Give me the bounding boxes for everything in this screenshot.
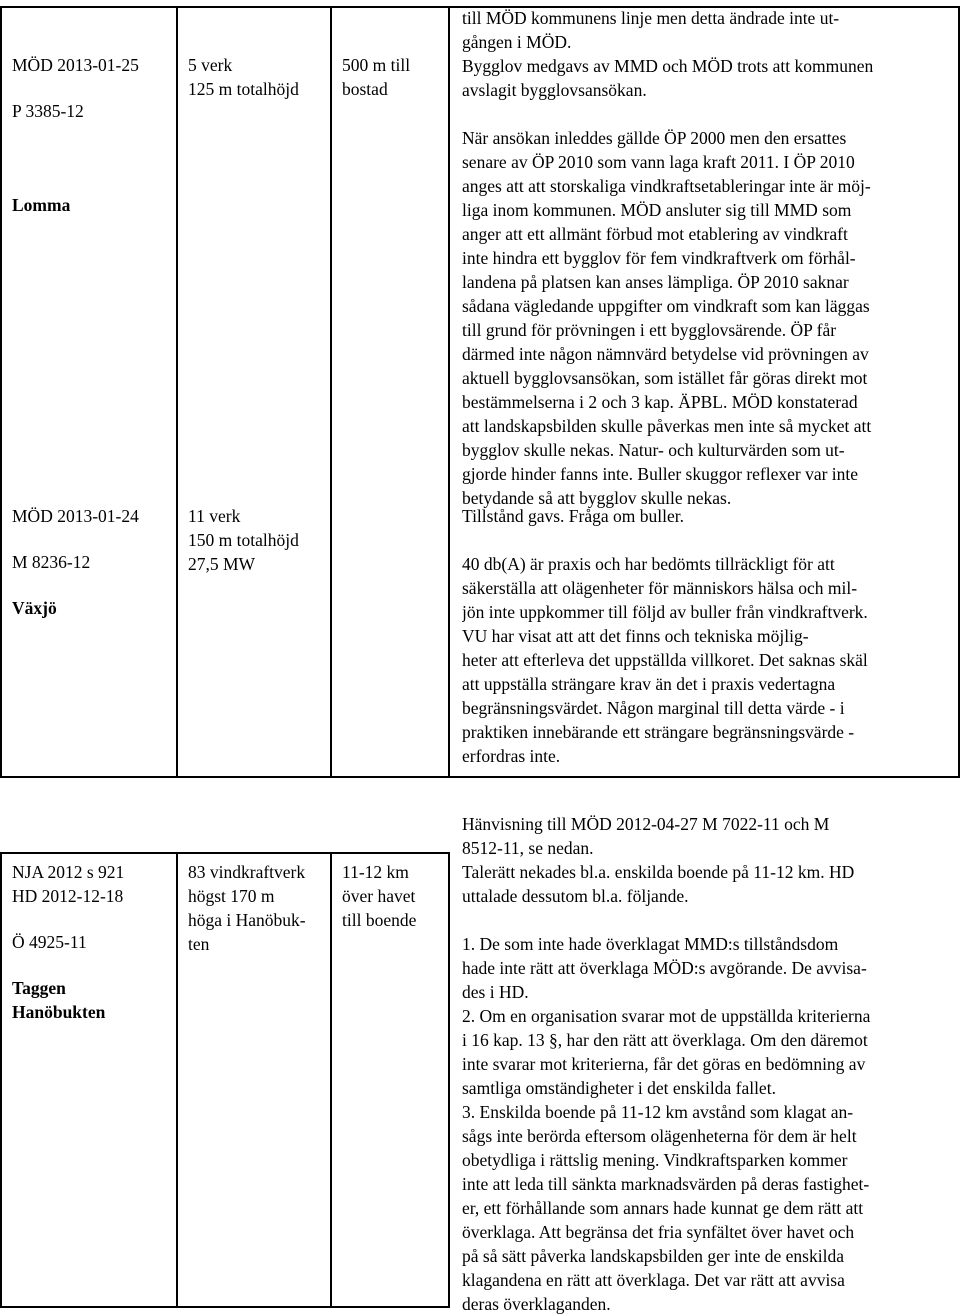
row3-case-cell	[12, 860, 172, 1024]
row1-case-number: P 3385-12	[12, 101, 84, 121]
row3-text-line: 1. De som inte hade överklagat MMD:s tillståndsdom	[462, 934, 839, 954]
row3-text-line: 8512-11, se nedan.	[462, 838, 594, 858]
row3-text-line: samtliga omständigheter i det enskilda fallet.	[462, 1078, 776, 1098]
row1-place: Lomma	[12, 195, 71, 215]
row1-text-line: avslagit bygglovsansökan.	[462, 80, 647, 100]
row2-text-line: säkerställa att olägenheter för människors hälsa och mil-	[462, 578, 858, 598]
row1-project-cell	[188, 53, 328, 101]
row3-text-line: 3. Enskilda boende på 11-12 km avstånd som klagat an-	[462, 1102, 854, 1122]
row2-text-cell	[462, 504, 954, 768]
table2-left-border	[0, 852, 2, 1308]
row3-text-line: klagandena en rätt att överklaga. Det var rätt att avvisa	[462, 1270, 845, 1290]
table1-divider-1	[176, 6, 178, 778]
row3-place: Taggen	[12, 978, 66, 998]
row1-text-line: bygglov skulle nekas. Natur- och kulturvärden som ut-	[462, 440, 845, 460]
row2-text-line: praktiken innebärande ett strängare begränsningsvärde -	[462, 722, 855, 742]
row2-place: Växjö	[12, 598, 57, 618]
row2-text-line: VU har visat att att det finns och tekniska möjlig-	[462, 626, 809, 646]
row1-distance-cell	[342, 53, 446, 101]
row3-distance-line: 11-12 km	[342, 862, 409, 882]
row3-text-cell	[462, 812, 954, 1316]
row1-case-date: MÖD 2013-01-25	[12, 55, 139, 75]
row3-project-line: höga i Hanöbuk-	[188, 910, 306, 930]
table2-top-border	[0, 852, 448, 854]
row3-text-line: des i HD.	[462, 982, 529, 1002]
row1-text-line: bestämmelserna i 2 och 3 kap. ÄPBL. MÖD konstaterad	[462, 392, 858, 412]
row1-text-line: till MÖD kommunens linje men detta ändrade inte ut-	[462, 8, 840, 28]
row2-text-line: jön inte uppkommer till följd av buller från vindkraftverk.	[462, 602, 868, 622]
row3-distance-line: till boende	[342, 910, 417, 930]
row1-text-line: aktuell bygglovsansökan, som istället får göras direkt mot	[462, 368, 868, 388]
row3-text-line: Hänvisning till MÖD 2012-04-27 M 7022-11 och M	[462, 814, 830, 834]
table1-divider-3	[448, 6, 450, 778]
row3-place: Hanöbukten	[12, 1002, 106, 1022]
row3-text-line: obetydliga i rättslig mening. Vindkraftsparken kommer	[462, 1150, 848, 1170]
table1-divider-2	[330, 6, 332, 778]
row3-case-line: NJA 2012 s 921	[12, 862, 125, 882]
row2-text-line: 40 db(A) är praxis och har bedömts tillräckligt för att	[462, 554, 835, 574]
row1-text-line: till grund för prövningen i ett bygglovsärende. ÖP får	[462, 320, 837, 340]
row2-project-line: 11 verk	[188, 506, 241, 526]
row1-text-cell	[462, 6, 954, 510]
row1-text-line: Bygglov medgavs av MMD och MÖD trots att kommunen	[462, 56, 874, 76]
row3-distance-line: över havet	[342, 886, 416, 906]
row1-project-line: 125 m totalhöjd	[188, 79, 299, 99]
row2-project-line: 27,5 MW	[188, 554, 256, 574]
row3-project-line: 83 vindkraftverk	[188, 862, 306, 882]
row1-distance-line: 500 m till	[342, 55, 411, 75]
row1-project-line: 5 verk	[188, 55, 233, 75]
row1-text-line: senare av ÖP 2010 som vann laga kraft 2011. I ÖP 2010	[462, 152, 855, 172]
row3-text-line: deras överklaganden.	[462, 1294, 611, 1314]
row1-text-line: att landskapsbilden skulle påverkas men inte så mycket att	[462, 416, 872, 436]
row1-text-line: När ansökan inleddes gällde ÖP 2000 men den ersattes	[462, 128, 847, 148]
row1-text-line: inte hindra ett bygglov för fem vindkraftverk om förhål-	[462, 248, 856, 268]
row3-text-line: Talerätt nekades bl.a. enskilda boende på 11-12 km. HD	[462, 862, 855, 882]
row1-text-line: anges att att storskaliga vindkraftsetableringar inte är möj-	[462, 176, 871, 196]
row3-project-cell	[188, 860, 328, 956]
row2-case-cell	[12, 504, 172, 620]
row1-distance-line: bostad	[342, 79, 388, 99]
row2-text-line: att uppställa strängare krav än det i praxis vedertagna	[462, 674, 836, 694]
row2-case-number: M 8236-12	[12, 552, 91, 572]
row3-text-line: inte svarar mot kriterierna, får det göras en bedömning av	[462, 1054, 866, 1074]
row3-case-line: HD 2012-12-18	[12, 886, 124, 906]
row1-text-line: anger att ett allmänt förbud mot etablering av vindkraft	[462, 224, 848, 244]
table2-divider-1	[176, 852, 178, 1308]
row2-text-line: begränsningsvärdet. Någon marginal till detta värde - i	[462, 698, 845, 718]
row1-case-cell	[12, 53, 172, 217]
row1-text-line: landena på platsen kan anses lämpliga. ÖP 2010 saknar	[462, 272, 849, 292]
row1-text-line: liga inom kommunen. MÖD ansluter sig till MMD som	[462, 200, 852, 220]
row2-text-line: Tillstånd gavs. Fråga om buller.	[462, 506, 684, 526]
row3-distance-cell	[342, 860, 446, 932]
row3-text-line: 2. Om en organisation svarar mot de uppställda kriterierna	[462, 1006, 871, 1026]
row2-project-cell	[188, 504, 328, 576]
row3-text-line: överklaga. Att begränsa det fria synfältet över havet och	[462, 1222, 855, 1242]
row1-text-line: sådana vägledande uppgifter om vindkraft som kan läggas	[462, 296, 870, 316]
row1-text-line: gjorde hinder fanns inte. Buller skuggor reflexer var inte	[462, 464, 859, 484]
row3-text-line: på så sätt påverka landskapsbilden ger inte de enskilda	[462, 1246, 844, 1266]
row3-text-line: inte att leda till sänkta marknadsvärden på deras fastighet-	[462, 1174, 870, 1194]
table2-divider-2	[330, 852, 332, 1308]
row3-text-line: er, ett förhållande som annars hade kunnat ge dem rätt att	[462, 1198, 864, 1218]
row3-text-line: hade inte rätt att överklaga MÖD:s avgörande. De avvisa-	[462, 958, 867, 978]
row3-text-line: i 16 kap. 13 §, har den rätt att överklaga. Om den däremot	[462, 1030, 868, 1050]
row2-text-line: erfordras inte.	[462, 746, 561, 766]
row2-text-line: heter att efterleva det uppställda villkoret. Det saknas skäl	[462, 650, 868, 670]
table1-left-border	[0, 6, 2, 778]
row3-case-line: Ö 4925-11	[12, 932, 87, 952]
table2-divider-3	[448, 852, 450, 1308]
row1-text-line: gången i MÖD.	[462, 32, 572, 52]
row3-text-line: sågs inte berörda eftersom olägenheterna för dem är helt	[462, 1126, 857, 1146]
row1-text-line: därmed inte någon nämnvärd betydelse vid prövningen av	[462, 344, 869, 364]
row2-project-line: 150 m totalhöjd	[188, 530, 299, 550]
table1-bottom-border	[0, 776, 960, 778]
row2-case-date: MÖD 2013-01-24	[12, 506, 139, 526]
row3-text-line: uttalade dessutom bl.a. följande.	[462, 886, 689, 906]
row3-project-line: högst 170 m	[188, 886, 275, 906]
row1-text-line: betydande så att bygglov skulle nekas.	[462, 488, 732, 508]
row3-project-line: ten	[188, 934, 210, 954]
table2-bottom-border	[0, 1306, 448, 1308]
